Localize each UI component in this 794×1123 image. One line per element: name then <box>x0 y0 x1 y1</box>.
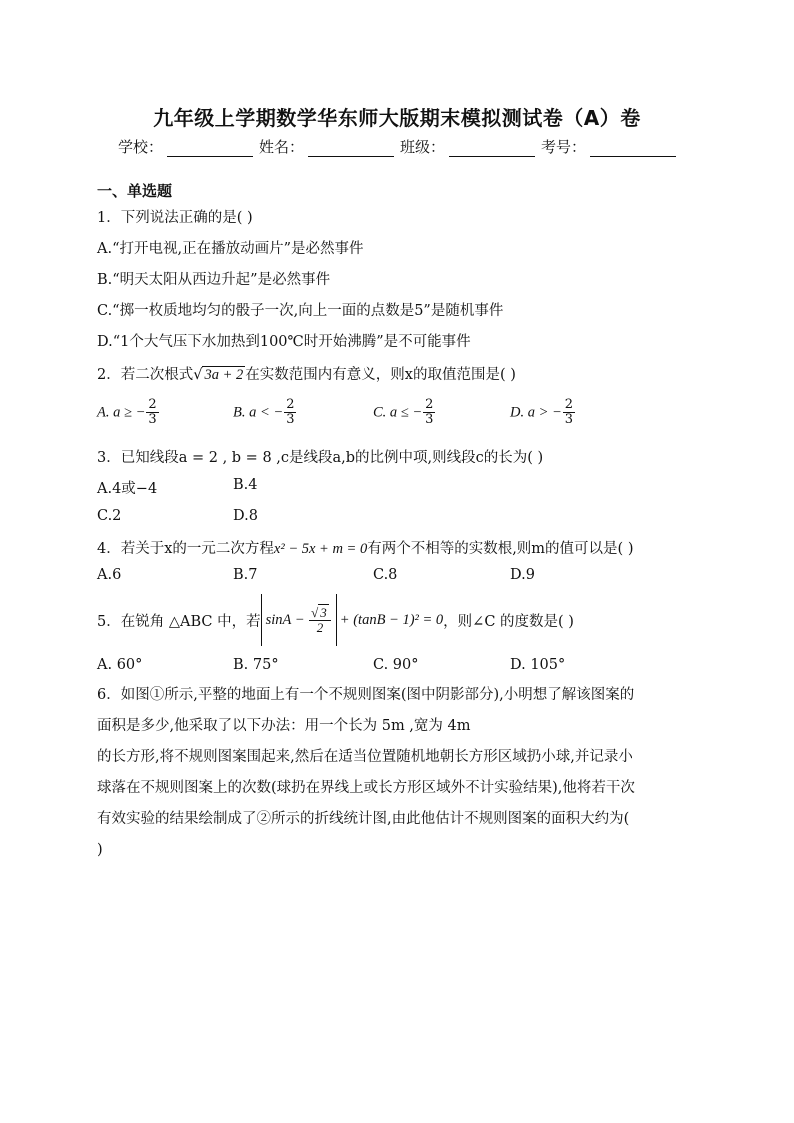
name-blank[interactable] <box>308 142 394 157</box>
q4-stem: 4．若关于x的一元二次方程x² − 5x + m = 0有两个不相等的实数根,则m的值可以是( ) <box>97 541 634 557</box>
q2-stem: 2．若二次根式√ 3a + 2 在实数范围内有意义，则x的取值范围是( ) <box>97 367 516 383</box>
class-field: 班级： <box>400 136 535 157</box>
q6-paragraph: 6．如图①所示,平整的地面上有一个不规则图案(图中阴影部分),小明想了解该图案的 面积是多少,他采取了以下办法：用一个长为 5m ,宽为 4m 的长方形,将不规则图案围起来,然后在适当位置随机地朝长方形区域扔小球,并记录小 球落在不规则图案上的次数(球扔在界线上或长方形区域外不计实验结果),他将若干次 有效实验的结果绘制成了②所示的折线统计图,由此他估计不规则图案的面积大约为( ) <box>97 687 635 858</box>
exam-number-blank[interactable] <box>590 142 676 157</box>
q3-option-a: A.4或−4 <box>97 481 158 497</box>
class-blank[interactable] <box>449 142 535 157</box>
q1-option-b: B.“明天太阳从西边升起”是必然事件 <box>97 272 331 288</box>
exam-number-field: 考号： <box>541 136 676 157</box>
q3-stem: 3．已知线段a = 2 , b = 8 ,c是线段a,b的比例中项,则线段c的长为( ) <box>97 450 544 466</box>
q5-option-a: A. 60° <box>97 657 143 673</box>
section-heading: 一、单选题 <box>97 182 173 200</box>
q5-absolute-value: sinA − $\frac{√ 3}{2}$ <box>261 594 337 646</box>
q4-option-b: B.7 <box>233 567 258 583</box>
q5-option-c: C. 90° <box>373 657 419 673</box>
q2-option-c: C. a ≤ − $\frac{2}{3}$ <box>373 397 434 427</box>
page-title: 九年级上学期数学华东师大版期末模拟测试卷（A）卷 <box>153 106 641 130</box>
q2-option-b: B. a < − $\frac{2}{3}$ <box>233 397 295 427</box>
q3-option-c: C.2 <box>97 508 122 524</box>
name-field: 姓名： <box>259 136 394 157</box>
q3-option-d: D.8 <box>233 508 258 524</box>
q1-stem: 1．下列说法正确的是( ) <box>97 210 253 226</box>
q5-stem: 5．在锐角 △ABC 中，若 sinA − $\frac{√ 3}{2}$ + (tanB − 1)² = 0 ，则∠C 的度数是( ) <box>97 594 574 646</box>
q4-equation: x² − 5x + m = 0 <box>273 541 368 557</box>
q4-option-a: A.6 <box>97 567 122 583</box>
q1-option-c: C.“掷一枚质地均匀的骰子一次,向上一面的点数是5”是随机事件 <box>97 303 504 319</box>
q1-option-d: D.“1个大气压下水加热到100℃时开始沸腾”是不可能事件 <box>97 334 471 350</box>
q2-radicand: 3a + 2 <box>204 367 244 383</box>
school-field: 学校： <box>118 136 253 157</box>
q1-option-a: A.“打开电视,正在播放动画片”是必然事件 <box>97 241 364 257</box>
student-info-row <box>0 136 794 157</box>
q2-option-a: A. a ≥ − $\frac{2}{3}$ <box>97 397 157 427</box>
q2-option-d: D. a > − $\frac{2}{3}$ <box>510 397 574 427</box>
q3-option-b: B.4 <box>233 477 258 493</box>
q5-option-d: D. 105° <box>510 657 566 673</box>
q5-option-b: B. 75° <box>233 657 279 673</box>
school-blank[interactable] <box>167 142 253 157</box>
q4-option-d: D.9 <box>510 567 535 583</box>
q4-option-c: C.8 <box>373 567 398 583</box>
